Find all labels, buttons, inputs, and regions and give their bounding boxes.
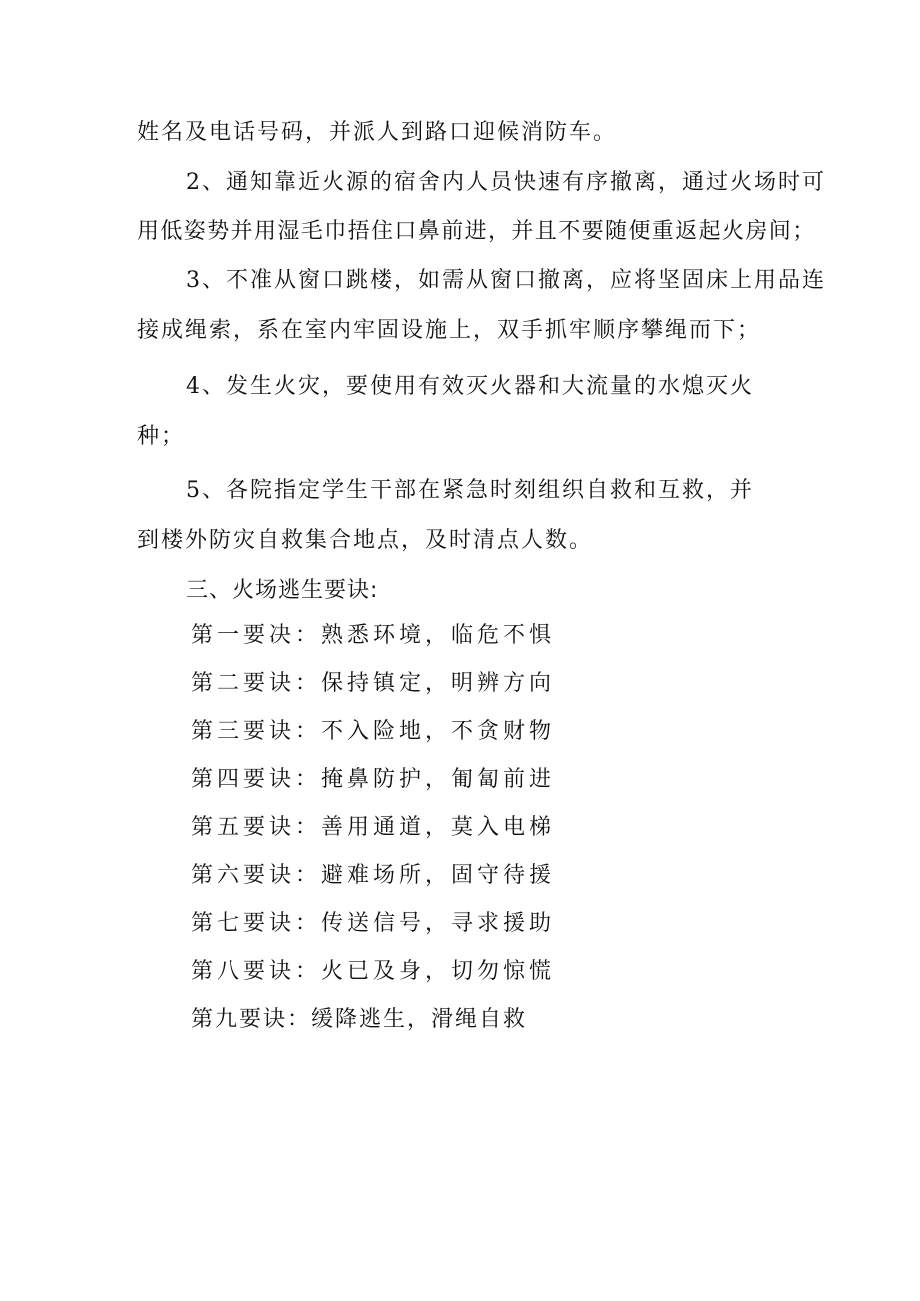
- paragraph-4-line-1: 4、发生火灾，要使用有效灭火器和大流量的水熄灭火: [186, 374, 754, 399]
- section-heading: 三、火场逃生要诀:: [186, 578, 379, 603]
- escape-tip-6: 第六要诀：避难场所，固守待援: [191, 863, 556, 888]
- escape-tip-1: 第一要决：熟悉环境，临危不惧: [191, 623, 556, 648]
- paragraph-5-line-2: 到楼外防灾自救集合地点，及时清点人数。: [137, 528, 594, 553]
- paragraph-5-line-1: 5、各院指定学生干部在紧急时刻组织自救和互救，并: [186, 478, 754, 503]
- escape-tip-7: 第七要诀：传送信号，寻求援助: [191, 911, 556, 936]
- paragraph-2-line-2: 用低姿势并用湿毛巾捂住口鼻前进，并且不要随便重返起火房间；: [137, 219, 816, 244]
- escape-tip-3: 第三要诀：不入险地，不贪财物: [191, 719, 556, 744]
- paragraph-continuation-line: 姓名及电话号码，并派人到路口迎候消防车。: [137, 120, 618, 145]
- paragraph-2-line-1: 2、通知靠近火源的宿舍内人员快速有序撤离，通过火场时可: [186, 170, 826, 195]
- escape-tip-9: 第九要诀：缓降逃生，滑绳自救: [191, 1007, 528, 1032]
- paragraph-4-line-2: 种；: [137, 424, 186, 449]
- escape-tip-4: 第四要诀：掩鼻防护，匍匐前进: [191, 767, 556, 792]
- escape-tip-8: 第八要诀：火已及身，切勿惊慌: [191, 959, 556, 984]
- escape-tip-5: 第五要诀：善用通道，莫入电梯: [191, 815, 556, 840]
- paragraph-3-line-1: 3、不准从窗口跳楼，如需从窗口撤离，应将坚固床上用品连: [186, 268, 826, 293]
- paragraph-3-line-2: 接成绳索，系在室内牢固设施上，双手抓牢顺序攀绳而下；: [137, 318, 762, 343]
- escape-tip-2: 第二要诀：保持镇定，明辨方向: [191, 671, 556, 696]
